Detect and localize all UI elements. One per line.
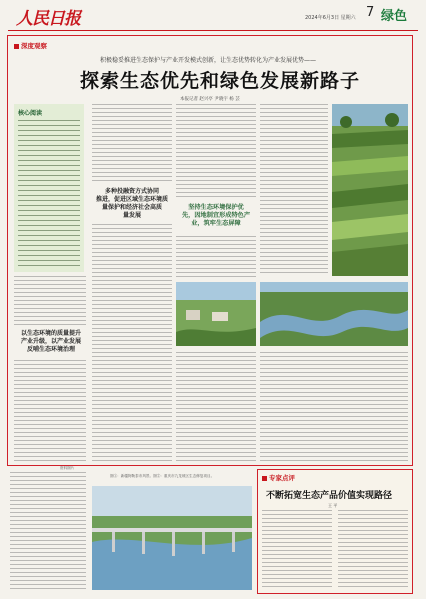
section-name: 绿色: [381, 9, 408, 24]
subhead-middle: 多种投融资方式协同 推进，促进区域生态环境质 量保护和经济社会高质 量发展: [95, 188, 168, 219]
core-reading-text: [18, 120, 80, 268]
body-column-2b: [92, 224, 172, 462]
photo-farmland: [332, 104, 408, 276]
body-column-2: [92, 104, 172, 184]
commentary-kicker: [262, 473, 295, 482]
core-reading-title: 核心阅读: [18, 110, 43, 117]
body-column-5: [176, 352, 256, 462]
bridge-photo-caption: 图①：新疆阿勒泰市风景。图②：重庆市九龙坡区生态修复项目。: [110, 474, 215, 478]
body-column-3: [176, 104, 256, 200]
article-kicker: [14, 41, 47, 50]
commentary-text-left: [262, 510, 332, 590]
photo-river: [260, 282, 408, 346]
masthead: [8, 4, 418, 30]
article-byline: 本报记者 赵兴亭 尹晓宇 杨 芸: [180, 97, 240, 102]
photo-bridge: [92, 486, 252, 590]
commentary-headline: 不断拓宽生态产品价值实现路径: [266, 491, 393, 501]
body-column-1b: [14, 360, 86, 462]
lower-body-column-1: [10, 472, 86, 590]
river-image: [260, 282, 408, 346]
newspaper-logo: 人民日报: [16, 9, 80, 29]
subhead-left: 以生态环境的质量提升 产业升级，以产业发展 反哺生态环境治理: [20, 330, 81, 353]
farmland-image: [332, 104, 408, 276]
commentary-text-right: [338, 510, 408, 590]
core-reading-box: [14, 104, 84, 272]
body-column-4: [260, 104, 328, 276]
article-kicker-label: 深度观察: [21, 42, 47, 50]
village-image: [176, 282, 256, 346]
pull-quote-center: 坚持生态环境保护优 先，因地制宜形成特色产 业，筑牢生态屏障: [181, 204, 251, 227]
article-headline: 探索生态优先和绿色发展新路子: [80, 70, 361, 92]
photo-credit: 资料图片: [60, 466, 75, 470]
commentary-author: 王 平: [328, 503, 338, 508]
photo-village: [176, 282, 256, 346]
body-column-3b: [176, 236, 256, 278]
dateline: 2024年6月3日 星期六: [305, 15, 356, 21]
body-column-1: [14, 276, 86, 326]
kicker-square-icon: [14, 44, 19, 49]
article-subtitle: 积极稳妥推进生态保护与产业开发模式创新，让生态优势转化为产业发展优势——: [100, 57, 317, 64]
masthead-rule: [8, 30, 418, 31]
commentary-kicker-label: 专家点评: [269, 474, 295, 482]
body-column-6: [260, 352, 408, 462]
bridge-image: [92, 486, 252, 590]
kicker-square-icon: [262, 476, 267, 481]
page-number: 7: [366, 5, 375, 20]
